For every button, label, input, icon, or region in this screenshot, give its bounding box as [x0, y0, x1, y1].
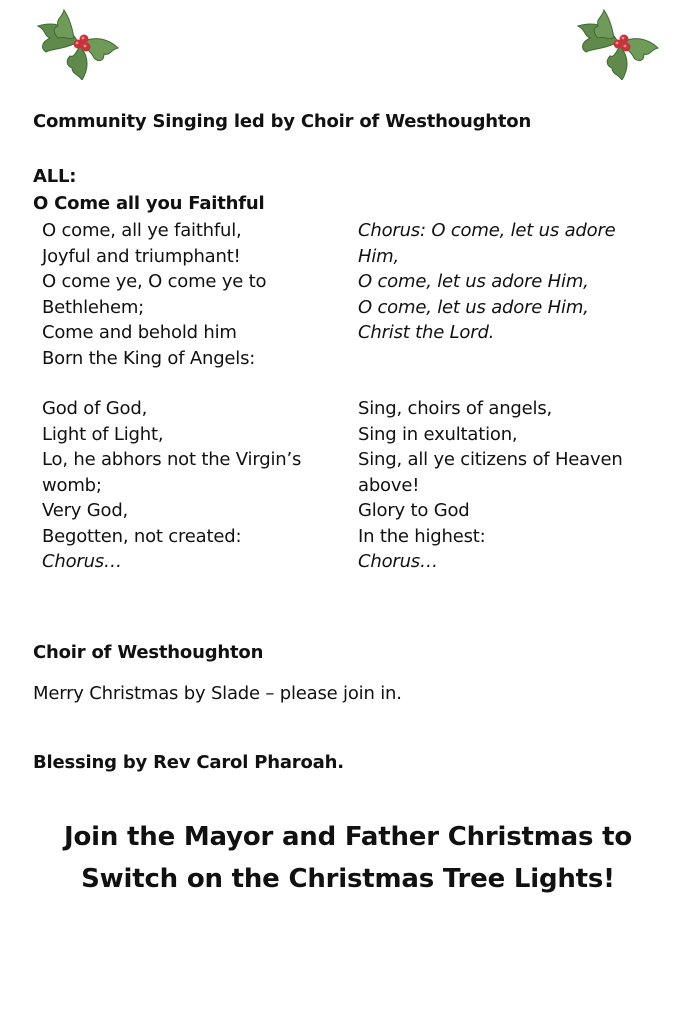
- verse-line: Sing in exultation,: [358, 423, 518, 445]
- finale-line-2: Switch on the Christmas Tree Lights!: [81, 864, 615, 894]
- verse-line: Come and behold him: [42, 322, 237, 343]
- chorus: [358, 218, 616, 346]
- blessing-line: Blessing by Rev Carol Pharoah.: [33, 752, 344, 773]
- verse-line: Glory to God: [358, 500, 470, 521]
- verse-line: O come ye, O come ye to: [42, 271, 267, 292]
- chorus-line: O come, let us adore Him,: [358, 271, 589, 292]
- choir-song-line: Merry Christmas by Slade – please join in.: [33, 683, 402, 704]
- holly-icon: [568, 8, 660, 80]
- verse-line: above!: [358, 474, 420, 496]
- verse-line: God of God,: [42, 398, 148, 419]
- chorus-line: O come, let us adore Him,: [358, 296, 589, 318]
- hymn-title: O Come all you Faithful: [33, 193, 265, 214]
- verse-line: Sing, choirs of angels,: [358, 398, 553, 419]
- chorus-line: Christ the Lord.: [358, 322, 495, 343]
- verse-line: Begotten, not created:: [42, 525, 242, 547]
- verse-line: womb;: [42, 474, 102, 496]
- verse-line: Bethlehem;: [42, 296, 145, 318]
- verse-line: Born the King of Angels:: [42, 347, 256, 369]
- verse-line: Lo, he abhors not the Virgin’s: [42, 449, 302, 470]
- verse-3: [358, 396, 623, 575]
- verse-1: [42, 218, 266, 371]
- verse-line: Sing, all ye citizens of Heaven: [358, 449, 623, 470]
- chorus-line: Him,: [358, 245, 399, 267]
- holly-icon: [28, 8, 120, 80]
- chorus-cue: Chorus…: [358, 551, 438, 572]
- all-label: ALL:: [33, 166, 77, 187]
- chorus-line: Chorus: O come, let us adore: [358, 220, 616, 241]
- verse-line: In the highest:: [358, 525, 486, 547]
- verse-2: [42, 396, 301, 575]
- page-heading: Community Singing led by Choir of Westhoughton: [33, 111, 532, 132]
- choir-title: Choir of Westhoughton: [33, 642, 264, 663]
- verse-line: Light of Light,: [42, 423, 164, 445]
- chorus-cue: Chorus…: [42, 551, 122, 572]
- verse-line: Joyful and triumphant!: [42, 245, 241, 267]
- verse-line: Very God,: [42, 500, 129, 521]
- finale-announcement: [0, 816, 696, 900]
- finale-line-1: Join the Mayor and Father Christmas to: [64, 822, 632, 852]
- verse-line: O come, all ye faithful,: [42, 220, 242, 241]
